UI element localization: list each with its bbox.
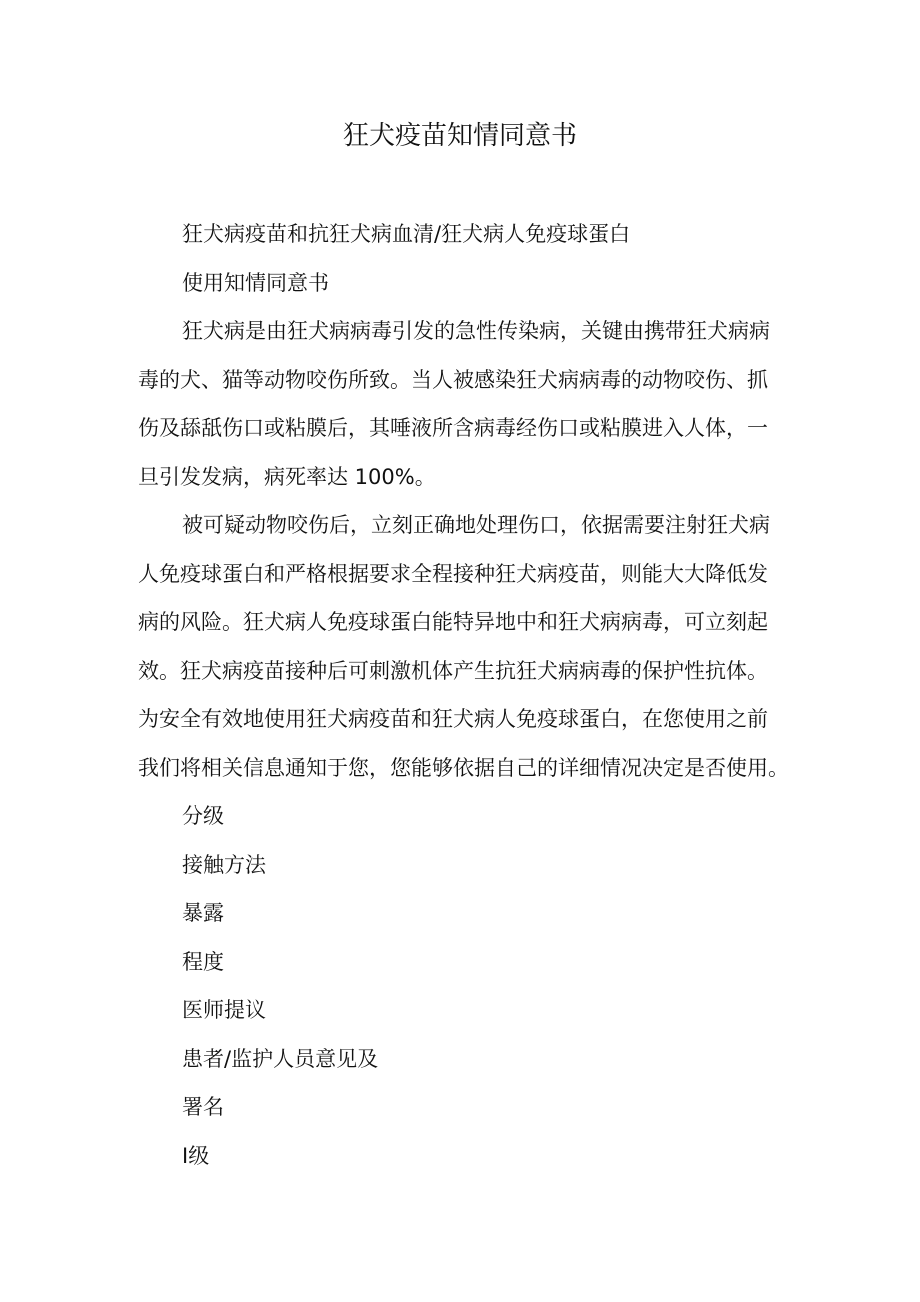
paragraph-line: 病的风险。狂犬病人免疫球蛋白能特异地中和狂犬病病毒，可立刻起	[138, 610, 768, 634]
document-body	[138, 210, 792, 1180]
document-title: 狂犬疫苗知情同意书	[342, 121, 577, 151]
table-label-signature: 署名	[182, 1095, 224, 1119]
table-label-doctor-advice: 医师提议	[182, 998, 266, 1022]
paragraph-line: 人免疫球蛋白和严格根据要求全程接种狂犬病疫苗，则能大大降低发	[138, 561, 768, 586]
table-label-patient-opinion: 患者/监护人员意见及	[182, 1046, 379, 1071]
paragraph-line: 我们将相关信息通知于您，您能够依据自己的详细情况决定是否使用。	[138, 755, 789, 780]
paragraph-rabies-intro	[138, 307, 792, 501]
paragraph-line: 为安全有效地使用狂犬病疫苗和狂犬病人免疫球蛋白，在您使用之前	[138, 707, 768, 731]
paragraph-treatment	[138, 501, 792, 792]
table-label-exposure: 暴露	[182, 901, 224, 925]
table-label-grade-one: Ⅰ级	[182, 1143, 210, 1168]
paragraph-line: 伤及舔舐伤口或粘膜后，其唾液所含病毒经伤口或粘膜进入人体，一	[138, 416, 768, 440]
heading-line: 使用知情同意书	[182, 270, 329, 295]
heading-line: 狂犬病疫苗和抗狂犬病血清/狂犬病人免疫球蛋白	[182, 222, 631, 246]
paragraph-line: 被可疑动物咬伤后，立刻正确地处理伤口，依据需要注射狂犬病	[182, 513, 770, 537]
paragraph-line: 毒的犬、猫等动物咬伤所致。当人被感染狂犬病病毒的动物咬伤、抓	[138, 367, 768, 392]
table-label-grade: 分级	[182, 804, 224, 828]
table-label-degree: 程度	[182, 949, 224, 974]
table-label-contact-method: 接触方法	[182, 852, 266, 877]
paragraph-line: 效。狂犬病疫苗接种后可刺激机体产生抗狂犬病病毒的保护性抗体。	[138, 658, 768, 683]
paragraph-line: 狂犬病是由狂犬病病毒引发的急性传染病，关键由携带狂犬病病	[182, 319, 770, 343]
paragraph-line: 旦引发发病，病死率达 100%。	[138, 464, 436, 489]
